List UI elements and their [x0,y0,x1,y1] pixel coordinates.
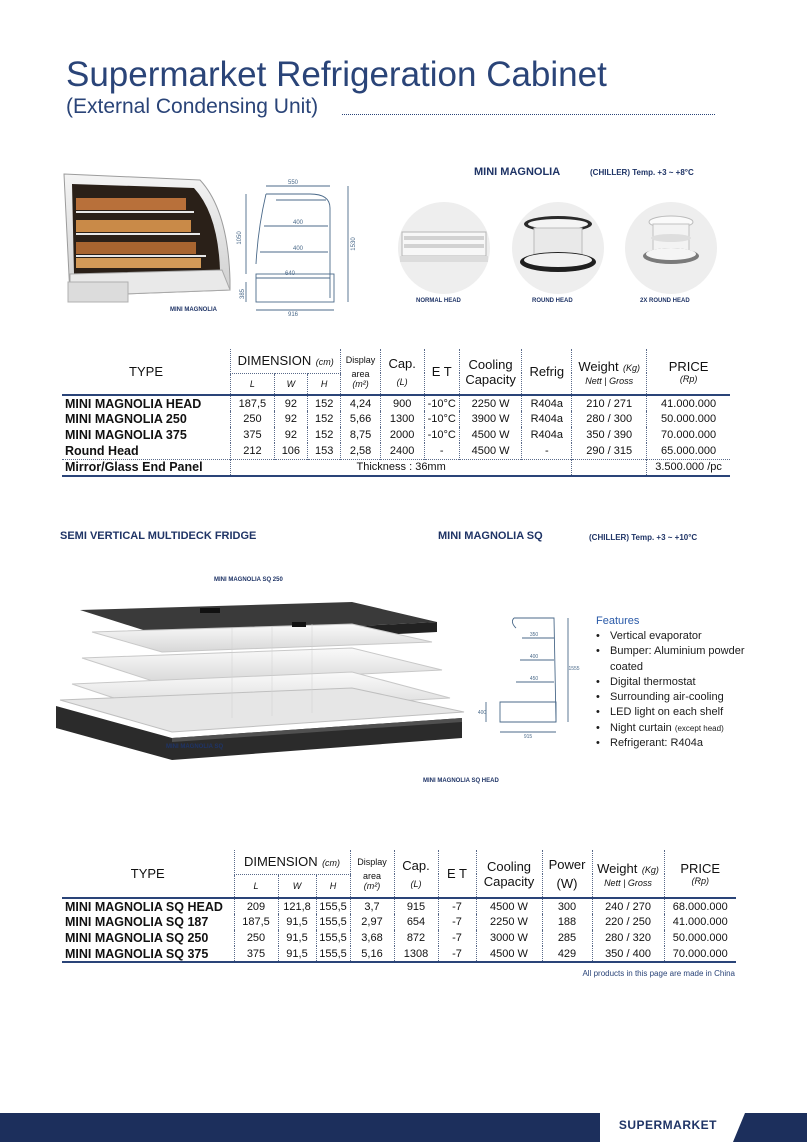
header-dimension: DIMENSION (cm) [234,850,350,874]
mini-magnolia-sq-image [52,588,472,773]
features-list [596,629,756,751]
header-type: TYPE [129,364,163,379]
diagram-dim-label: 915 [523,734,533,740]
feature-item: • Night curtain (except head) [596,721,756,736]
feature-item: • Digital thermostat [596,675,756,690]
header-power: Power (W) [542,850,592,898]
table-row: MINI MAGNOLIA SQ 250 250 91,5 155,5 3,68 872 -7 3000 W 285 280 / 320 50.000.000 [62,930,736,946]
mini-magnolia-sq-diagram [476,610,584,740]
table-row: MINI MAGNOLIA 250 250 92 152 5,66 1300 -10°C 3900 W R404a 280 / 300 50.000.000 [62,411,730,427]
normal-head-image [396,200,492,296]
header-display-area: Display area (m²) [341,349,381,395]
table-row: MINI MAGNOLIA SQ 375 375 91,5 155,5 5,16 1308 -7 4500 W 429 350 / 400 70.000.000 [62,946,736,962]
round-head-image [510,200,606,296]
table-row: MINI MAGNOLIA SQ HEAD 209 121,8 155,5 3,7 915 -7 4500 W 300 240 / 270 68.000.000 [62,898,736,914]
feature-item: • Refrigerant: R404a [596,736,756,751]
product-name: MINI MAGNOLIA [474,166,561,178]
diagram-dim-label: 1555 [568,666,580,672]
table-row: Round Head 212 106 153 2,58 2400 - 4500 W - 290 / 315 65.000.000 [62,443,730,459]
diagram-dim-label: 916 [287,312,299,318]
header-cooling: Cooling Capacity [459,349,521,395]
diagram-dim-label: 1050 [237,231,243,245]
mini-magnolia-photo [60,170,235,310]
head-label-2x-round: 2X ROUND HEAD [640,298,690,304]
head-label-round: ROUND HEAD [532,298,573,304]
product-name-sq: MINI MAGNOLIA SQ [438,530,543,542]
header-refrig: Refrig [522,349,572,395]
header-et: E T [424,349,459,395]
spec-table-mini-magnolia-sq [62,850,736,963]
header-price: PRICE (Rp) [664,850,736,898]
diagram-dim-label: 400 [292,246,304,252]
features-title: Features [596,615,640,627]
header-price: PRICE (Rp) [647,349,730,395]
table-row: MINI MAGNOLIA HEAD 187,5 92 152 4,24 900 -10°C 2250 W R404a 210 / 271 41.000.000 [62,395,730,411]
temperature-label: (CHILLER) Temp. +3 ~ +8°C [590,168,694,177]
feature-item: • LED light on each shelf [596,705,756,720]
header-cooling: Cooling Capacity [476,850,542,898]
feature-item: • Vertical evaporator [596,629,756,644]
page-subtitle: (External Condensing Unit) [66,95,319,118]
diagram-dim-label: 550 [287,180,299,186]
table-row: MINI MAGNOLIA 375 375 92 152 8,75 2000 -10°C 4500 W R404a 350 / 390 70.000.000 [62,427,730,443]
header-h: H [316,874,350,898]
header-h: H [308,373,341,395]
header-l: L [231,373,275,395]
spec-table-mini-magnolia [62,349,730,477]
diagram-dim-label: 640 [284,271,296,277]
caption-sq: MINI MAGNOLIA SQ [166,744,224,750]
made-in-note: All products in this page are made in China [582,969,735,978]
diagram-dim-label: 1530 [351,237,357,251]
header-w: W [274,373,307,395]
page-title: Supermarket Refrigeration Cabinet [66,55,607,94]
header-weight: Weight (Kg) Nett | Gross [572,349,647,395]
diagram-dim-label: 385 [240,288,246,300]
diagram-dim-label: 400 [477,710,487,716]
table-row-end-panel: Mirror/Glass End Panel Thickness : 36mm 3.500.000 /pc [62,459,730,476]
header-cap: Cap. (L) [380,349,424,395]
diagram-dim-label: 400 [292,220,304,226]
title-divider [342,114,715,115]
header-et: E T [438,850,476,898]
diagram-dim-label: 450 [529,676,539,682]
diagram-dim-label: 350 [529,632,539,638]
table-row: MINI MAGNOLIA SQ 187 187,5 91,5 155,5 2,97 654 -7 2250 W 188 220 / 250 41.000.000 [62,914,736,930]
caption-sq-250: MINI MAGNOLIA SQ 250 [214,577,283,583]
feature-item: • Surrounding air-cooling [596,690,756,705]
mini-magnolia-diagram [238,178,358,318]
header-weight: Weight (Kg) Nett | Gross [592,850,664,898]
photo-caption: MINI MAGNOLIA [170,307,217,313]
header-dimension: DIMENSION (cm) [231,349,341,373]
head-label-normal: NORMAL HEAD [416,298,461,304]
temperature-label-sq: (CHILLER) Temp. +3 ~ +10°C [589,533,698,542]
double-round-head-image [623,200,719,296]
footer-label: SUPERMARKET [618,1118,717,1132]
header-w: W [278,874,316,898]
header-type: TYPE [130,866,165,881]
header-l: L [234,874,278,898]
header-display-area: Display area (m²) [350,850,394,898]
diagram-dim-label: 400 [529,654,539,660]
category-title: SEMI VERTICAL MULTIDECK FRIDGE [60,530,257,542]
feature-item: • Bumper: Aluminium powder coated [596,644,756,675]
header-cap: Cap. (L) [394,850,438,898]
caption-sq-head: MINI MAGNOLIA SQ HEAD [423,778,499,784]
